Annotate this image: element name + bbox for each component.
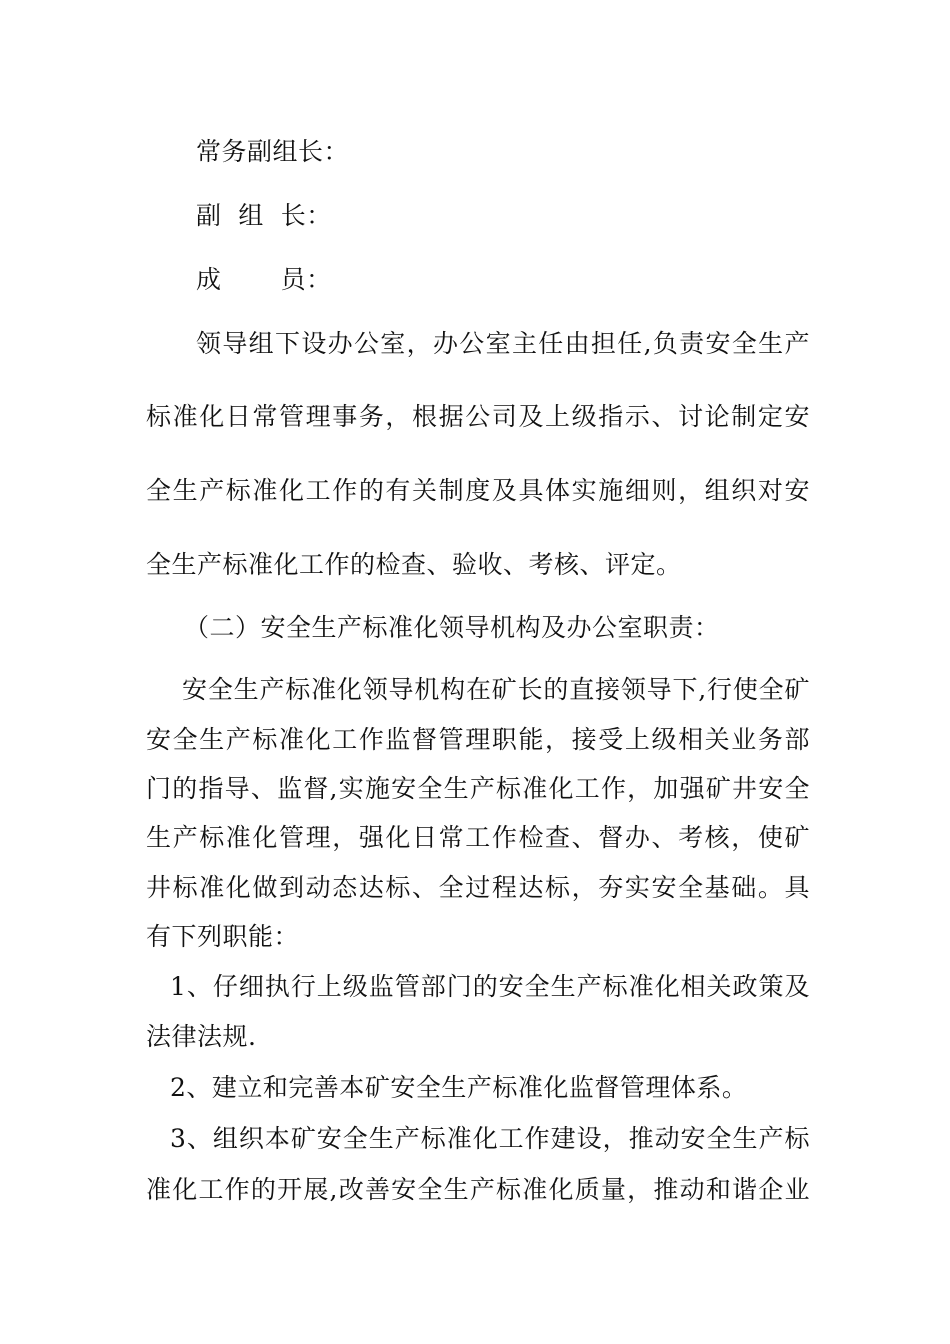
- paragraph-line: 生产标准化管理，强化日常工作检查、督办、考核，使矿: [146, 823, 810, 852]
- paragraph-line: 门的指导、监督,实施安全生产标准化工作，加强矿井安全: [146, 774, 810, 803]
- paragraph-line: 领导组下设办公室，办公室主任由担任,负责安全生产: [196, 329, 810, 358]
- list-item: 2、建立和完善本矿安全生产标准化监督管理体系。: [170, 1073, 748, 1102]
- paragraph-line: 有下列职能：: [146, 922, 300, 951]
- paragraph-line: 安全生产标准化工作监督管理职能，接受上级相关业务部: [146, 725, 810, 754]
- list-item: 1、仔细执行上级监管部门的安全生产标准化相关政策及: [170, 972, 810, 1001]
- deputy-leader-label: 副 组 长：: [196, 201, 332, 230]
- executive-deputy-leader-label: 常务副组长：: [196, 137, 350, 166]
- paragraph-line: 安全生产标准化领导机构在矿长的直接领导下,行使全矿: [182, 675, 810, 704]
- list-item: 3、组织本矿安全生产标准化工作建设，推动安全生产标: [170, 1124, 810, 1153]
- list-item-continuation: 法律法规.: [146, 1022, 257, 1051]
- paragraph-line: 全生产标准化工作的检查、验收、考核、评定。: [146, 550, 682, 579]
- list-item-continuation: 准化工作的开展,改善安全生产标准化质量，推动和谐企业: [146, 1175, 810, 1204]
- paragraph-line: 全生产标准化工作的有关制度及具体实施细则，组织对安: [146, 476, 810, 505]
- paragraph-line: 井标准化做到动态达标、全过程达标，夯实安全基础。具: [146, 873, 810, 902]
- members-label: 成 员：: [196, 265, 332, 294]
- paragraph-line: 标准化日常管理事务，根据公司及上级指示、讨论制定安: [146, 402, 810, 431]
- section-heading: （二）安全生产标准化领导机构及办公室职责：: [184, 613, 720, 642]
